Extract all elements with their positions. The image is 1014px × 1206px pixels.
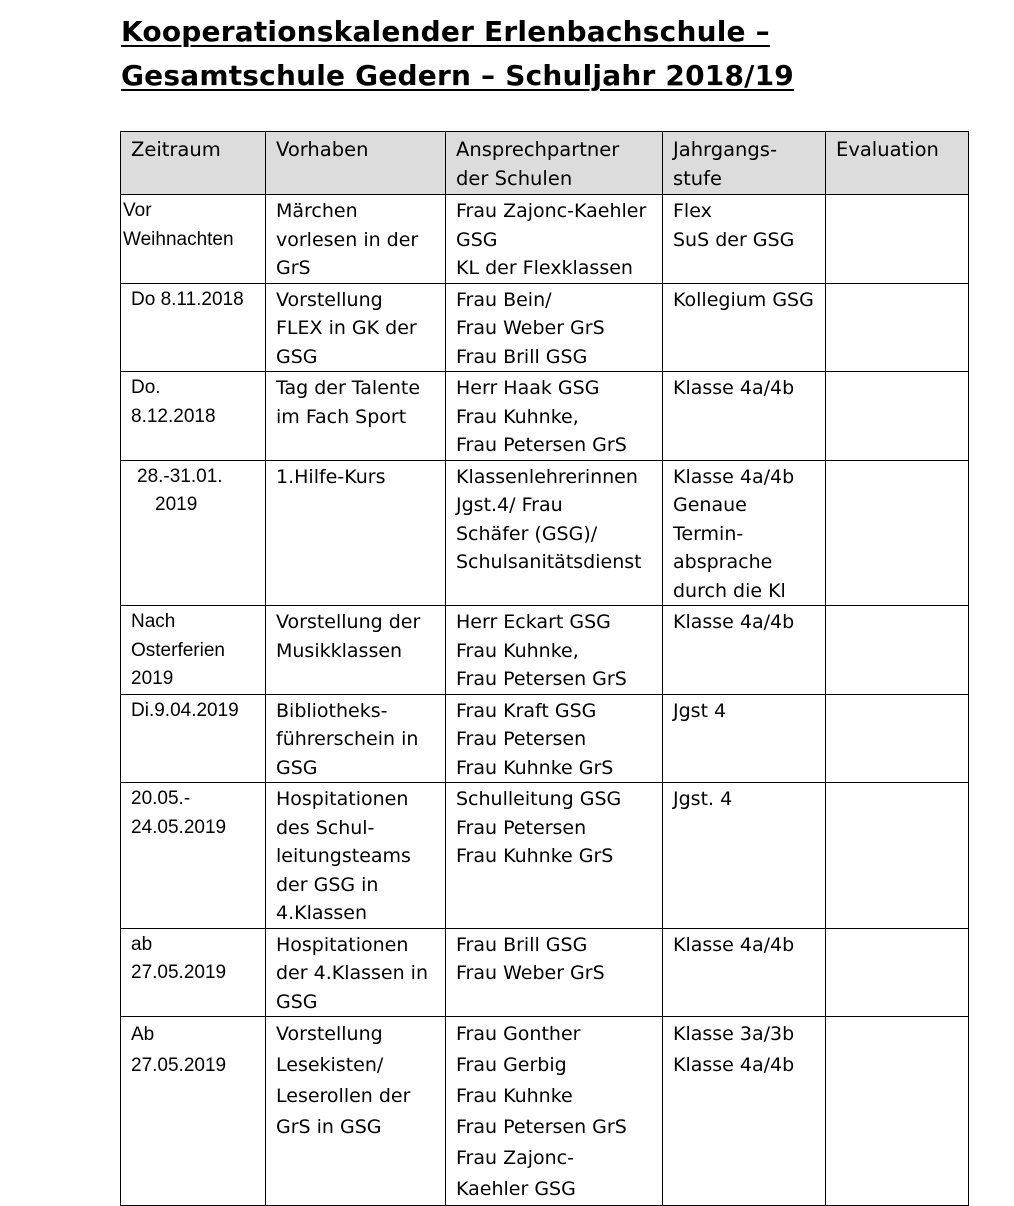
- table-row: [121, 1017, 969, 1206]
- cell-jahrgangsstufe: Flex SuS der GSG: [663, 195, 826, 284]
- table-row: [121, 694, 969, 783]
- cooperation-calendar-table: [120, 131, 969, 1206]
- cell-ansprechpartner: Frau Bein/ Frau Weber GrS Frau Brill GSG: [446, 283, 663, 372]
- cell-evaluation: [826, 460, 969, 606]
- table-header-row: [121, 132, 969, 195]
- cell-ansprechpartner: Frau Brill GSG Frau Weber GrS: [446, 928, 663, 1017]
- document-title: [121, 10, 794, 98]
- cell-vorhaben: Hospitationen der 4.Klassen in GSG: [266, 928, 446, 1017]
- cell-jahrgangsstufe: Klasse 3a/3b Klasse 4a/4b: [663, 1017, 826, 1206]
- cell-ansprechpartner: Klassenlehrerinnen Jgst.4/ Frau Schäfer (GSG)/ Schulsanitätsdienst: [446, 460, 663, 606]
- header-ansprechpartner: Ansprechpartner der Schulen: [446, 132, 663, 195]
- cell-jahrgangsstufe: Klasse 4a/4b: [663, 372, 826, 461]
- cell-zeitraum-line-2: 2019: [155, 494, 198, 515]
- header-evaluation: Evaluation: [826, 132, 969, 195]
- table-row: [121, 195, 969, 284]
- cell-evaluation: [826, 1017, 969, 1206]
- table-row: [121, 783, 969, 929]
- cell-ansprechpartner: Herr Eckart GSG Frau Kuhnke, Frau Petersen GrS: [446, 606, 663, 695]
- cell-zeitraum: Vor Weihnachten: [121, 195, 266, 284]
- table-row: [121, 372, 969, 461]
- cell-zeitraum-line-1: 28.-31.01.: [137, 465, 223, 487]
- cell-vorhaben: Hospitationen des Schul- leitungsteams der GSG in 4.Klassen: [266, 783, 446, 929]
- table-row: [121, 460, 969, 606]
- cell-vorhaben: Vorstellung Lesekisten/ Leserollen der GrS in GSG: [266, 1017, 446, 1206]
- cell-ansprechpartner: Frau Gonther Frau Gerbig Frau Kuhnke Frau Petersen GrS Frau Zajonc- Kaehler GSG: [446, 1017, 663, 1206]
- title-line-2: Gesamtschule Gedern – Schuljahr 2018/19: [121, 59, 794, 92]
- cell-evaluation: [826, 283, 969, 372]
- cell-evaluation: [826, 372, 969, 461]
- cell-jahrgangsstufe: Klasse 4a/4b Genaue Termin- absprache durch die Kl: [663, 460, 826, 606]
- cell-jahrgangsstufe: Jgst 4: [663, 694, 826, 783]
- cell-vorhaben: Märchen vorlesen in der GrS: [266, 195, 446, 284]
- cell-jahrgangsstufe: Klasse 4a/4b: [663, 606, 826, 695]
- table-row: [121, 283, 969, 372]
- cell-vorhaben: Vorstellung FLEX in GK der GSG: [266, 283, 446, 372]
- cell-jahrgangsstufe: Kollegium GSG: [663, 283, 826, 372]
- cell-jahrgangsstufe: Jgst. 4: [663, 783, 826, 929]
- cell-evaluation: [826, 928, 969, 1017]
- table-row: [121, 606, 969, 695]
- table-row: [121, 928, 969, 1017]
- cell-evaluation: [826, 195, 969, 284]
- cell-vorhaben: Vorstellung der Musikklassen: [266, 606, 446, 695]
- header-vorhaben: Vorhaben: [266, 132, 446, 195]
- cell-ansprechpartner: Herr Haak GSG Frau Kuhnke, Frau Petersen GrS: [446, 372, 663, 461]
- cell-vorhaben: Tag der Talente im Fach Sport: [266, 372, 446, 461]
- cell-ansprechpartner: Frau Zajonc-Kaehler GSG KL der Flexklassen: [446, 195, 663, 284]
- title-line-1: Kooperationskalender Erlenbachschule –: [121, 15, 770, 48]
- cell-zeitraum: Nach Osterferien 2019: [121, 606, 266, 695]
- header-jahrgangsstufe: Jahrgangs- stufe: [663, 132, 826, 195]
- cell-evaluation: [826, 694, 969, 783]
- cell-jahrgangsstufe: Klasse 4a/4b: [663, 928, 826, 1017]
- cell-zeitraum: Do. 8.12.2018: [121, 372, 266, 461]
- cell-evaluation: [826, 783, 969, 929]
- cell-vorhaben: Bibliotheks- führerschein in GSG: [266, 694, 446, 783]
- cell-zeitraum: Do 8.11.2018: [121, 283, 266, 372]
- cell-zeitraum: Di.9.04.2019: [121, 694, 266, 783]
- cell-ansprechpartner: Frau Kraft GSG Frau Petersen Frau Kuhnke GrS: [446, 694, 663, 783]
- cell-ansprechpartner: Schulleitung GSG Frau Petersen Frau Kuhnke GrS: [446, 783, 663, 929]
- cell-vorhaben: 1.Hilfe-Kurs: [266, 460, 446, 606]
- cell-zeitraum: [121, 460, 266, 606]
- header-zeitraum: Zeitraum: [121, 132, 266, 195]
- cell-zeitraum: ab 27.05.2019: [121, 928, 266, 1017]
- cell-zeitraum: 20.05.- 24.05.2019: [121, 783, 266, 929]
- cell-evaluation: [826, 606, 969, 695]
- cell-zeitraum: Ab 27.05.2019: [121, 1017, 266, 1206]
